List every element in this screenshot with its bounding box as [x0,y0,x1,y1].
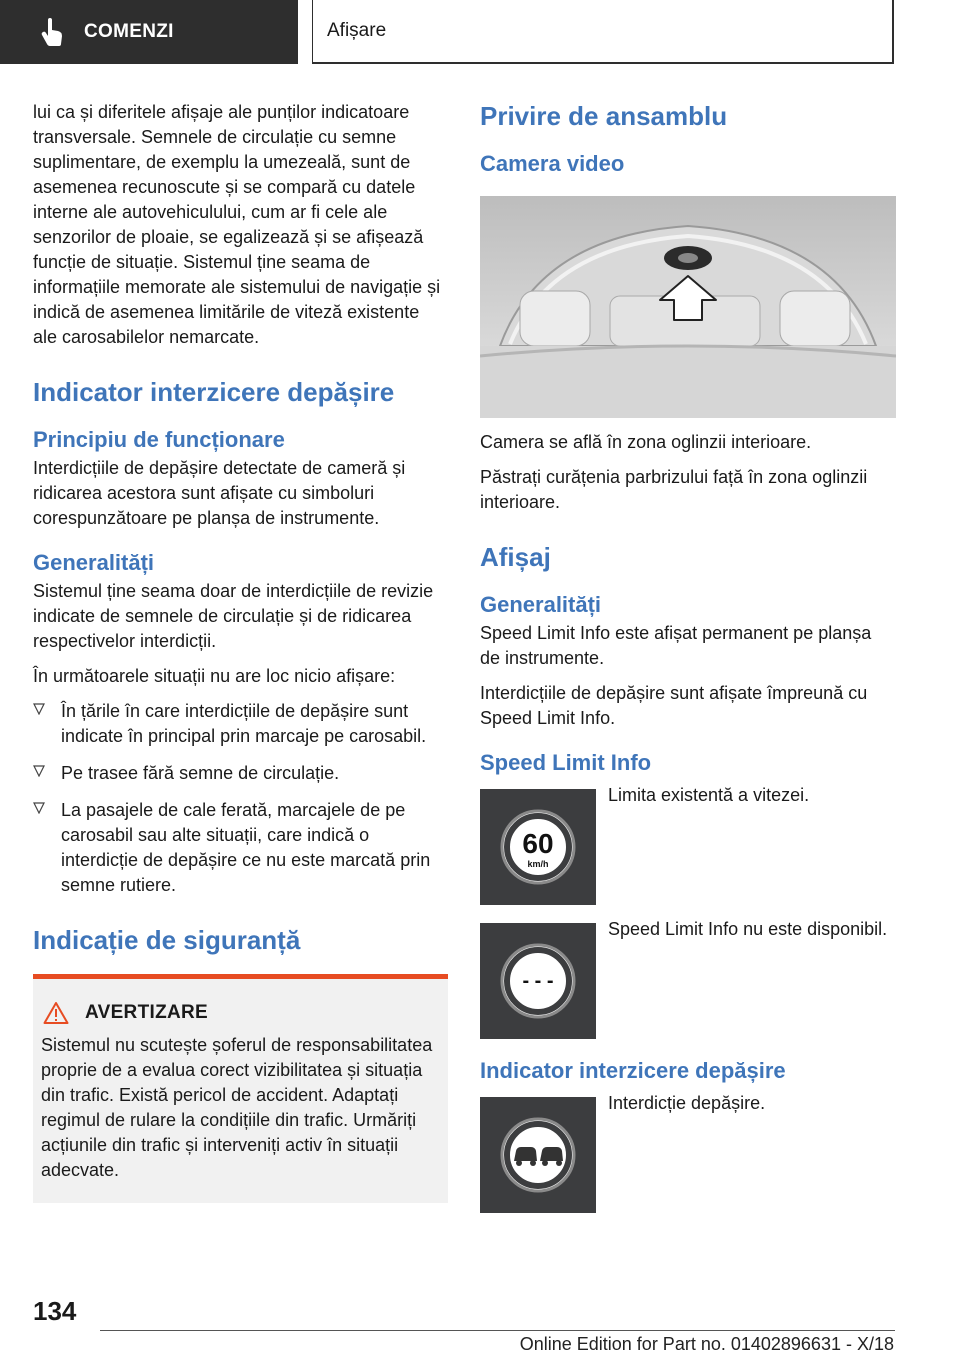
heading-principiu: Principiu de funcționare [33,427,285,452]
situations-list [33,699,448,898]
list-item-text: La pasajele de cale ferată, marcajele de pe carosabil sau alte situații, care indică o interdicție de depășire ce nu este marcată prin semne rutiere. [61,800,431,895]
start-tab[interactable] [0,0,298,64]
speed-limit-60-icon [480,789,596,905]
triangle-bullet-icon [33,802,45,814]
gen-text-1: Speed Limit Info este afișat permanent pe planșa de instrumente. [480,623,872,668]
symbol-description: Interdicție depășire. [608,1093,766,1113]
intro-paragraph: lui ca și diferitele afișaje ale punților indicatoare transversale. Semnele de circulație cu semne suplimentare, de exemplu la umezeală, sunt de asemenea recunoscute și se compară cu datele interne ale autovehiculului, cum ar fi cele ale senzorilor de ploaie, se egalizează și se afișează funcție de situație. Sistemul ține seama de informațiile memorate ale sistemului de navigație și indică de asemenea limitările de viteză existente ale carosabilelor nemarcate. [33,102,441,347]
camera-location-image [480,196,896,418]
heading-speed-limit: Speed Limit Info [480,750,652,775]
list-item [33,699,448,749]
warning-triangle-icon [43,1001,69,1025]
section-tab[interactable] [312,0,894,64]
heading-siguranta: Indicație de siguranță [33,925,301,955]
list-item [33,798,448,898]
heading-generalitati-left: Generalități [33,550,155,575]
right-column [480,100,896,1231]
camera-text-1: Camera se află în zona oglinzii interioare. [480,432,812,452]
warning-title: AVERTIZARE [85,1002,208,1023]
speed-limit-unavailable-value: - - - [522,970,554,992]
symbol-row-speed [480,785,896,905]
page-number: 134 [33,1296,77,1326]
warning-box [33,974,448,1203]
left-column [33,100,448,1203]
footer-edition: Online Edition for Part no. 01402896631 - X/18 [519,1334,894,1354]
symbol-description: Speed Limit Info nu este disponibil. [608,919,888,939]
symbol-row-no-overtaking [480,1093,896,1213]
speed-limit-value: 60 [522,828,554,859]
start-tab-label: COMENZI [84,21,174,42]
heading-generalitati-right: Generalități [480,592,602,617]
speed-limit-unavailable-icon [480,923,596,1039]
hand-pointer-icon [40,18,64,46]
triangle-bullet-icon [33,765,45,777]
symbol-row-unavailable [480,919,896,1039]
section-tab-label: Afișare [327,20,387,41]
situations-intro: În următoarele situații nu are loc nicio afișare: [33,666,396,686]
heading-privire: Privire de ansamblu [480,101,728,131]
triangle-bullet-icon [33,703,45,715]
list-item-text: Pe trasee fără semne de circulație. [61,763,340,783]
heading-camera: Camera video [480,151,625,176]
heading-afisaj: Afișaj [480,542,551,572]
gen-text-2: Interdicțiile de depășire sunt afișate împreună cu Speed Limit Info. [480,683,868,728]
generalitati-text: Sistemul ține seama doar de interdicțiile de revizie indicate de semnele de circulație și de ridicarea respectivelor interdicții. [33,581,434,651]
list-item [33,761,448,786]
list-item-text: În țările în care interdicțiile de depășire sunt indicate în principal prin marcaje pe carosabil. [61,701,427,746]
heading-indicator-right: Indicator interzicere depășire [480,1058,786,1083]
speed-limit-unit: km/h [527,859,549,869]
camera-text-2: Păstrați curățenia parbrizului față în zona oglinzii interioare. [480,467,868,512]
principiu-text: Interdicțiile de depășire detectate de cameră și ridicarea acestora sunt afișate cu simboluri corespunzătoare pe planșa de instrumente. [33,458,406,528]
warning-text: Sistemul nu scutește șoferul de responsabilitatea proprie de a evalua corect vizibilitatea și situația din trafic. Există pericol de accident. Adaptați regimul de rulare la condițiile din trafic. Urmăriți acțiunile din trafic și interveniți activ în situații adecvate. [41,1035,433,1180]
symbol-description: Limita existentă a vitezei. [608,785,810,805]
footer-divider [100,1330,895,1331]
heading-indicator: Indicator interzicere depășire [33,377,395,407]
no-overtaking-icon [480,1097,596,1213]
